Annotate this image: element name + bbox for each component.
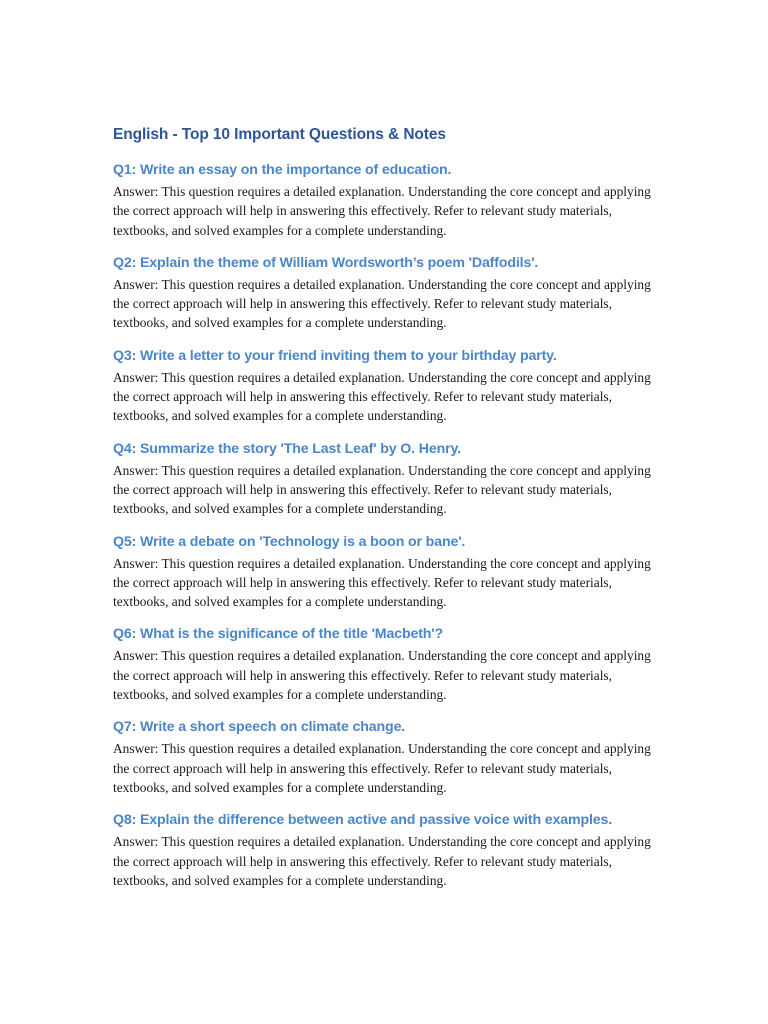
qa-item-6	[113, 624, 661, 704]
answer-3: Answer: This question requires a detailed explanation. Understanding the core concept and applying the correct approach will help in answering this effectively. Refer to relevant study materials, textbooks, and solved examples for a complete understanding.	[113, 369, 651, 424]
answer-2: Answer: This question requires a detailed explanation. Understanding the core concept and applying the correct approach will help in answering this effectively. Refer to relevant study materials, textbooks, and solved examples for a complete understanding.	[113, 276, 651, 331]
qa-item-2	[113, 253, 661, 333]
question-7: Q7: Write a short speech on climate change.	[113, 719, 406, 736]
document-content	[113, 124, 661, 903]
answer-7: Answer: This question requires a detailed explanation. Understanding the core concept and applying the correct approach will help in answering this effectively. Refer to relevant study materials, textbooks, and solved examples for a complete understanding.	[113, 741, 651, 795]
answer-1: Answer: This question requires a detailed explanation. Understanding the core concept and applying the correct approach will help in answering this effectively. Refer to relevant study materials, textbooks, and solved examples for a complete understanding.	[113, 184, 651, 238]
document-title: English - Top 10 Important Questions & Notes	[113, 126, 446, 143]
qa-item-1	[113, 160, 661, 240]
qa-item-4	[113, 439, 661, 519]
question-4: Q4: Summarize the story 'The Last Leaf' by O. Henry.	[113, 440, 461, 457]
qa-item-7	[113, 717, 661, 797]
question-3: Q3: Write a letter to your friend inviting them to your birthday party.	[113, 347, 557, 364]
qa-item-8	[113, 810, 661, 890]
qa-item-3	[113, 346, 661, 426]
answer-4: Answer: This question requires a detailed explanation. Understanding the core concept and applying the correct approach will help in answering this effectively. Refer to relevant study materials, textbooks, and solved examples for a complete understanding.	[113, 462, 651, 517]
question-1: Q1: Write an essay on the importance of education.	[113, 162, 452, 178]
question-6: Q6: What is the significance of the title 'Macbeth'?	[113, 626, 444, 643]
answer-5: Answer: This question requires a detailed explanation. Understanding the core concept and applying the correct approach will help in answering this effectively. Refer to relevant study materials, textbooks, and solved examples for a complete understanding.	[113, 555, 651, 610]
question-5: Q5: Write a debate on 'Technology is a boon or bane'.	[113, 533, 466, 550]
question-8: Q8: Explain the difference between active and passive voice with examples.	[113, 812, 613, 829]
answer-6: Answer: This question requires a detailed explanation. Understanding the core concept and applying the correct approach will help in answering this effectively. Refer to relevant study materials, textbooks, and solved examples for a complete understanding.	[113, 648, 651, 703]
qa-item-5	[113, 532, 661, 612]
question-2: Q2: Explain the theme of William Wordsworth’s poem 'Daffodils'.	[113, 254, 539, 271]
answer-8: Answer: This question requires a detailed explanation. Understanding the core concept and applying the correct approach will help in answering this effectively. Refer to relevant study materials, textbooks, and solved examples for a complete understanding.	[113, 834, 651, 888]
